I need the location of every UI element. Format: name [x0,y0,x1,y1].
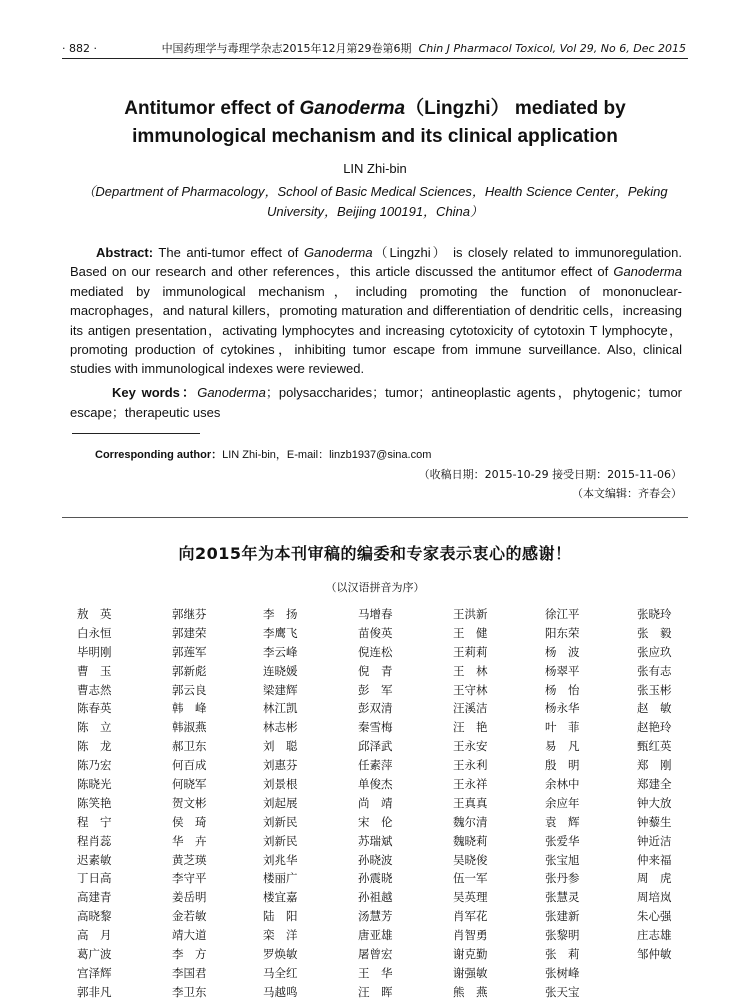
reviewer-name: 楼丽广 [263,871,298,886]
reviewer-name: 叶 菲 [545,720,580,735]
reviewer-name: 连晓媛 [263,663,298,678]
reviewer-name: 张爱华 [545,833,580,848]
reviewer-name: 周培岚 [637,890,672,905]
received-dates: （收稿日期：2015-10-29 接受日期：2015-11-06） [418,468,682,481]
reviewer-name: 任素萍 [358,758,393,773]
reviewer-name: 徐江平 [545,607,580,621]
author-affiliation: （Department of Pharmacology，School of Basic Medical Sciences，Health Science Center，Peking University，Beijing 100191，China） [82,184,668,219]
abstract-genus: Ganoderma [613,264,682,280]
reviewer-name: 王 林 [453,663,488,678]
reviewer-column [358,605,448,1002]
reviewer-name: 刘 聪 [263,739,298,754]
abstract-text: The anti-tumor effect of [153,245,304,260]
reviewer-name: 唐亚雄 [358,928,393,943]
reviewer-name: 赵 敏 [637,701,672,716]
reviewer-name: 孙晓波 [358,852,393,867]
author-name: LIN Zhi-bin [343,161,407,176]
reviewer-name: 何晓军 [172,777,207,792]
reviewer-column [263,605,353,1002]
reviewer-name: 袁 辉 [545,814,580,829]
reviewer-name: 邱泽武 [358,739,393,754]
reviewer-name: 李鹰飞 [263,625,298,640]
reviewer-name: 何百成 [172,758,207,773]
reviewer-name: 王莉莉 [453,644,488,659]
reviewer-name: 宋 伦 [358,814,393,829]
reviewer-name: 高建青 [77,890,112,905]
reviewer-name: 王 健 [453,625,488,640]
reviewer-name: 陈 龙 [77,739,112,754]
reviewer-name: 熊 燕 [453,984,488,999]
reviewer-name: 李云峰 [263,644,298,659]
thanks-title: 向2015年为本刊审稿的编委和专家表示衷心的感谢！ [178,544,572,563]
reviewer-name: 韩 峰 [172,701,207,716]
reviewer-name: 伍一军 [453,871,488,886]
reviewer-name: 彭双清 [358,701,393,716]
reviewer-name: 李守平 [172,871,207,886]
reviewer-name: 秦雪梅 [358,720,393,735]
reviewer-name: 郑 刚 [637,758,672,773]
reviewer-name: 吴晓俊 [453,852,488,867]
reviewer-name: 杨翠平 [545,663,580,678]
reviewer-name: 张树峰 [545,965,580,980]
reviewer-name: 韩淑燕 [172,720,207,735]
reviewer-name: 陈乃宏 [77,758,112,773]
corresponding-author [95,446,431,462]
reviewer-name: 陈笑艳 [77,795,112,810]
corr-text: LIN Zhi-bin，E-mail：linzb1937@sina.com [222,449,432,461]
reviewer-name: 余林中 [545,777,580,792]
reviewer-name: 程 宁 [77,814,112,829]
reviewer-name: 林志彬 [263,720,298,735]
corr-label: Corresponding author： [95,449,223,461]
page-number: · 882 · [62,42,97,55]
reviewer-name: 朱心强 [637,909,672,924]
reviewer-name: 阳东荣 [545,625,580,640]
reviewer-name: 郭建荣 [172,625,207,640]
reviewer-name: 敖 英 [77,607,112,621]
reviewer-name: 苏瑞斌 [358,833,393,848]
reviewer-name: 马全红 [263,965,298,980]
reviewer-name: 魏尔清 [453,814,488,829]
reviewer-name: 邹仲敏 [637,947,672,962]
reviewer-name: 李国君 [172,965,207,980]
reviewer-name: 郭莲军 [172,644,207,659]
reviewer-name: 孙祖越 [358,890,393,905]
reviewer-name: 杨 波 [545,644,580,659]
reviewer-name: 马增春 [358,607,393,621]
reviewer-name: 毕明刚 [77,644,112,659]
reviewer-column [172,605,262,1002]
abstract-text: mediated by immunological mechanism，including promoting the function of mononuclear- macrophages，and natural killers，promoting maturation and differentiation of dendritic cells，increasing its antigen presentation，activating lymphocytes and increasing cytotoxicity of cytotoxin T lymphocyte，promoting production of cytokines，inhibiting tumor escape from immune surveillance. Also, clinical studies with immunological indexes were reviewed. [70,283,682,377]
reviewer-name: 张天宝 [545,984,580,999]
reviewer-name: 华 卉 [172,833,207,848]
reviewer-name: 葛广波 [77,947,112,962]
reviewer-name: 孙震晓 [358,871,393,886]
reviewer-name: 丁日高 [77,871,112,886]
reviewer-name: 庄志雄 [637,928,672,943]
reviewer-name: 谢克勤 [453,947,488,962]
reviewer-name: 刘惠芬 [263,758,298,773]
reviewer-column [453,605,543,1002]
reviewer-name: 苗俊英 [358,625,393,640]
reviewer-name: 张黎明 [545,928,580,943]
reviewer-name: 张 莉 [545,947,580,962]
reviewer-name: 余应年 [545,795,580,810]
abstract-label: Abstract: [96,245,154,260]
reviewer-name: 高 月 [77,928,112,943]
reviewer-name: 吴英理 [453,890,488,905]
reviewer-name: 尚 靖 [358,795,393,810]
abstract-genus: Ganoderma [303,245,373,260]
reviewer-name: 王 华 [358,965,393,980]
reviewer-name: 汪 晖 [358,984,393,999]
reviewer-name: 陆 阳 [263,909,298,924]
reviewer-name: 赵艳玲 [637,720,672,735]
reviewer-name: 王永利 [453,758,488,773]
reviewer-name: 张有志 [637,663,672,678]
reviewer-name: 罗焕敏 [263,947,298,962]
abstract-text: （Lingzhi） is closely related to immunoregulation. Based on our research and other references，this article discussed the antitumor effect of [70,245,682,280]
title-text: Antitumor effect of [124,98,300,119]
reviewer-name: 郭新彪 [172,663,207,678]
reviewer-name: 王永安 [453,739,488,754]
reviewer-name: 宫泽辉 [77,965,112,980]
reviewer-name: 程肖蕊 [77,833,112,848]
reviewer-name: 汪溪洁 [453,701,488,716]
reviewer-name: 金若敏 [172,909,207,924]
article-title [60,95,690,151]
reviewer-name: 汪 艳 [453,720,488,735]
reviewer-name: 屠曾宏 [358,947,393,962]
journal-name-cn: 中国药理学与毒理学杂志2015年12月第29卷第6期 [161,42,412,55]
keyword-genus: Ganoderma [197,385,266,400]
reviewer-name: 李 方 [172,947,207,962]
reviewer-name: 栾 洋 [263,928,298,943]
reviewer-name: 易 凡 [545,739,580,754]
reviewer-name: 张宝旭 [545,852,580,867]
reviewer-name: 杨永华 [545,701,580,716]
reviewer-name: 甄红英 [637,739,672,754]
reviewer-name: 钟藜生 [637,814,672,829]
journal-citation [162,40,686,58]
footnote-divider [72,433,200,434]
reviewer-name: 郝卫东 [172,739,207,754]
reviewer-name: 殷 明 [545,758,580,773]
reviewer-name: 汤慧芳 [358,909,393,924]
reviewer-name: 魏晓莉 [453,833,488,848]
editor-note: （本文编辑：齐春会） [572,487,682,500]
reviewer-name: 钟近洁 [637,833,672,848]
reviewer-name: 单俊杰 [358,777,393,792]
reviewer-name: 梁建辉 [263,682,298,697]
journal-name-en: Chin J Pharmacol Toxicol, Vol 29, No 6, Dec 2015 [418,42,686,55]
reviewer-name: 陈 立 [77,720,112,735]
reviewer-name: 陈晓光 [77,777,112,792]
reviewer-column [77,605,167,1002]
running-header [62,40,688,59]
reviewer-name: 刘兆华 [263,852,298,867]
reviewer-name: 刘景根 [263,777,298,792]
reviewer-name: 曹志然 [77,682,112,697]
reviewer-name: 王永祥 [453,777,488,792]
reviewer-name: 彭 军 [358,682,393,697]
reviewer-name: 贺文彬 [172,795,207,810]
reviewer-name: 陈春英 [77,701,112,716]
reviewer-name: 郑建全 [637,777,672,792]
reviewer-name: 张建新 [545,909,580,924]
thanks-subtitle: （以汉语拼音为序） [325,581,425,594]
reviewer-name: 肖智勇 [453,928,488,943]
reviewer-name: 刘起展 [263,795,298,810]
reviewer-name: 黄芝瑛 [172,852,207,867]
reviewer-name: 王守林 [453,682,488,697]
reviewer-name: 姜岳明 [172,890,207,905]
keywords-text: ；polysaccharides；tumor；antineoplastic agents，phytogenic；tumor escape；therapeutic uses [70,385,683,420]
abstract [70,243,682,379]
reviewer-name: 仲来福 [637,852,672,867]
reviewer-name: 倪 青 [358,663,393,678]
reviewer-name: 迟素敏 [77,852,112,867]
reviewer-name: 倪连松 [358,644,393,659]
title-text-rest: （Lingzhi） mediated by immunological mechanism and its clinical application [132,98,626,147]
reviewer-name: 肖军花 [453,909,488,924]
reviewer-name: 周 虎 [637,871,672,886]
reviewer-name: 张慧灵 [545,890,580,905]
reviewer-name: 张 毅 [637,625,672,640]
section-divider [62,517,688,518]
keywords-label: Key words： [112,385,198,400]
reviewer-name: 郭继芬 [172,607,207,621]
keywords [70,383,682,423]
reviewer-name: 林江凯 [263,701,298,716]
reviewer-name: 李卫东 [172,984,207,999]
reviewer-name: 张应玖 [637,644,672,659]
reviewer-column [545,605,635,1002]
reviewer-name: 刘新民 [263,814,298,829]
reviewer-name: 王真真 [453,795,488,810]
reviewer-name: 高晓黎 [77,909,112,924]
reviewer-name: 侯 琦 [172,814,207,829]
reviewer-name: 马越鸣 [263,984,298,999]
reviewer-name: 张玉彬 [637,682,672,697]
reviewer-name: 刘新民 [263,833,298,848]
reviewer-name: 郭非凡 [77,984,112,999]
reviewer-name: 楼宜嘉 [263,890,298,905]
reviewer-name: 王洪新 [453,607,488,621]
reviewer-name: 张晓玲 [637,607,672,621]
reviewer-name: 钟大放 [637,795,672,810]
reviewer-name: 谢强敏 [453,965,488,980]
title-genus: Ganoderma [299,98,406,119]
reviewer-name: 李 扬 [263,607,298,621]
reviewer-column [637,605,727,964]
reviewer-name: 郭云良 [172,682,207,697]
reviewer-name: 杨 怡 [545,682,580,697]
reviewer-name: 白永恒 [77,625,112,640]
reviewer-name: 张丹参 [545,871,580,886]
reviewer-name: 曹 玉 [77,663,112,678]
reviewer-name: 靖大道 [172,928,207,943]
